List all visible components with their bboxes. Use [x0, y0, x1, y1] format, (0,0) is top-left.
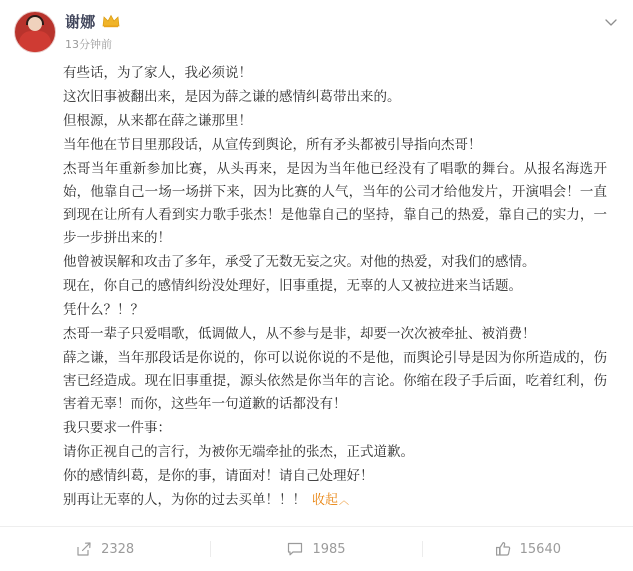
post-paragraph: 杰哥当年重新参加比赛，从头再来，是因为当年他已经没有了唱歌的舞台。从报名海选开始，他靠自己一场一场拼下来，因为比赛的人气，当年的公司才给他发片，开演唱会！一直到现在让所有人看到实力歌手张杰！是他靠自己的坚持，靠自己的热爱，靠自己的实力，一步一步拼出来的！ — [63, 161, 607, 246]
post-paragraph: 当年他在节目里那段话，从宣传到舆论，所有矛头都被引导指向杰哥！ — [63, 137, 482, 153]
post-paragraph: 你的感情纠葛，是你的事，请面对！请自己处理好！ — [63, 468, 374, 484]
avatar[interactable] — [14, 11, 56, 53]
post-last-paragraph-row — [63, 489, 607, 513]
collapse-button[interactable] — [312, 493, 349, 508]
post-paragraph: 这次旧事被翻出来，是因为薛之谦的感情纠葛带出来的。 — [63, 89, 401, 105]
comment-icon — [287, 541, 303, 557]
post-paragraph: 他曾被误解和攻击了多年，承受了无数无妄之灾。对他的热爱，对我们的感情。 — [63, 254, 536, 270]
post-paragraph: 有些话，为了家人，我必须说！ — [63, 65, 252, 81]
post-paragraph: 薛之谦，当年那段话是你说的，你可以说你说的不是他，而舆论引导是因为你所造成的，伤害已经造成。现在旧事重提，源头依然是你当年的言论。你缩在段子手后面，吃着红利，伤害着无辜！而你，这些年一句道歉的话都没有！ — [63, 350, 607, 412]
collapse-caret-icon: ︿ — [339, 496, 350, 507]
share-count: 2328 — [101, 541, 135, 557]
like-count: 15640 — [519, 541, 561, 557]
thumbs-up-icon — [495, 541, 511, 557]
post-paragraph: 我只要求一件事： — [63, 420, 171, 436]
avatar-face — [28, 17, 42, 31]
comment-action[interactable] — [211, 527, 421, 571]
author-block — [65, 10, 120, 52]
author-name-row — [65, 10, 120, 32]
post-content — [14, 62, 619, 513]
post-timestamp: 13分钟前 — [65, 38, 112, 51]
post-paragraph: 现在，你自己的感情纠纷没处理好，旧事重提，无辜的人又被拉进来当话题。 — [63, 278, 522, 294]
chevron-down-icon[interactable] — [603, 14, 619, 30]
like-action[interactable] — [423, 527, 633, 571]
comment-count: 1985 — [312, 541, 346, 557]
crown-icon — [102, 14, 120, 28]
author-name[interactable]: 谢娜 — [65, 12, 96, 31]
share-action[interactable] — [0, 527, 210, 571]
post-header — [14, 10, 619, 56]
post-paragraph: 请你正视自己的言行，为被你无端牵扯的张杰，正式道歉。 — [63, 444, 414, 460]
avatar-body — [19, 31, 51, 53]
post-paragraph: 但根源，从来都在薛之谦那里！ — [63, 113, 252, 129]
post-paragraph: 杰哥一辈子只爱唱歌，低调做人，从不参与是非，却要一次次被牵扯、被消费！ — [63, 326, 536, 342]
post-paragraph: 凭什么？！？ — [63, 302, 144, 318]
post-paragraph: 别再让无辜的人，为你的过去买单！！！ — [63, 492, 306, 508]
collapse-label: 收起 — [312, 493, 339, 508]
share-icon — [76, 541, 92, 557]
post-action-bar — [0, 526, 633, 571]
